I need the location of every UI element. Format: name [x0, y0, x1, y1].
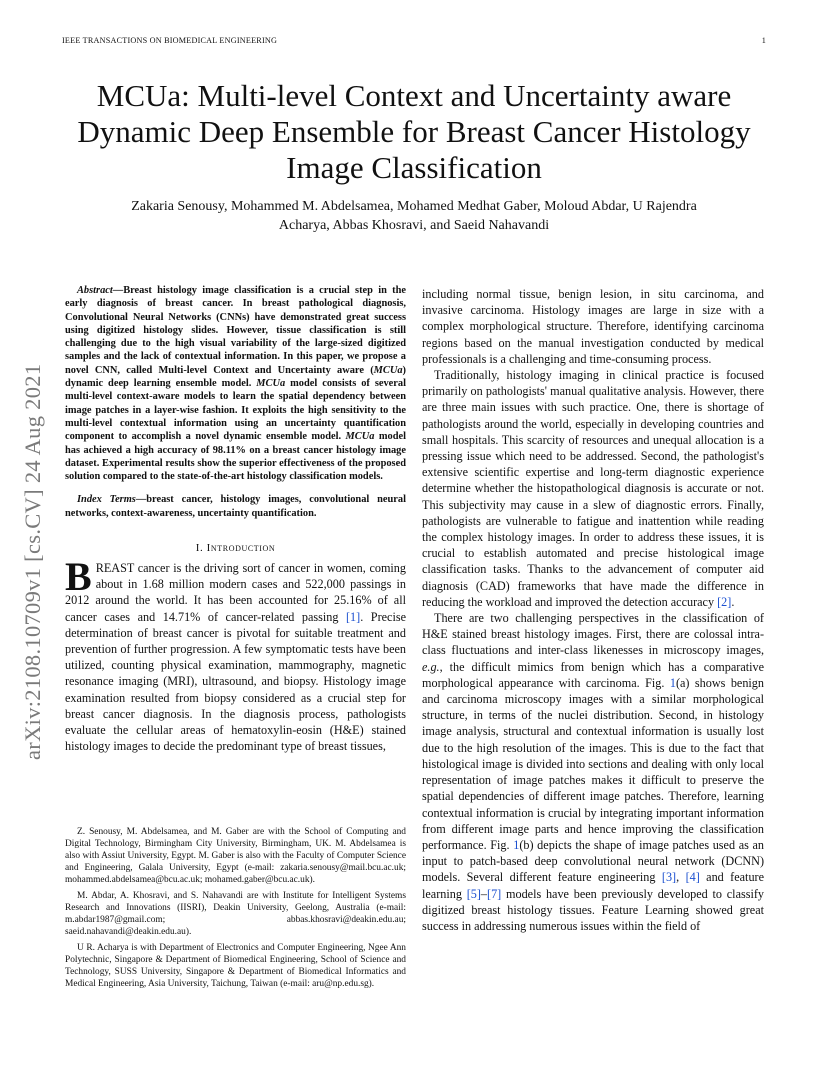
citation-3[interactable]: [3] [661, 870, 677, 885]
right-paragraph-2 [422, 367, 764, 610]
abstract-model-name-3: MCUa [345, 431, 375, 443]
abstract-text-2: ) dynamic deep learning ensemble model. [65, 364, 406, 390]
footnote-3: U R. Acharya is with Department of Electronics and Computer Engineering, Ngee Ann Polytechnic, Singapore & Department of Biomedical Engineering, School of Science and Technology, SUSS University, Singapore & Department of Biomedical Informatics and Medical Engineering, Asia University, Taichung, Taiwan (e-mail: aru@np.edu.sg). [65, 943, 406, 989]
index-terms-lead: Index Terms [77, 494, 136, 506]
author-list [62, 197, 766, 235]
right-paragraph-1: including normal tissue, benign lesion, in situ carcinoma, and invasive carcinoma. Histology images are large in size with a complex morphological structure. Therefore, identifying carcinoma regions based on the manual investigation conducted by medical professionals is a challenging and time-consuming process. [422, 287, 764, 366]
figure-ref-1a[interactable]: 1 [669, 675, 676, 690]
right-text-3f: and feature learning [422, 870, 765, 901]
right-column [422, 286, 764, 934]
index-terms-text: —breast cancer, histology images, convolutional neural networks, context-awareness, uncertainty quantification. [65, 494, 406, 519]
abstract-model-name-1: MCUa [373, 364, 403, 376]
abstract [65, 284, 406, 483]
eg-abbrev: e.g. [422, 659, 440, 674]
citation-2[interactable]: [2] [717, 594, 732, 609]
abstract-text-4: model has achieved a high accuracy of 98.11% on a breast cancer histology image dataset. Experimental results show the superior effectiveness of the proposed solution compared to the state-of-the-art histology classification models. [65, 431, 406, 483]
arxiv-identifier: arXiv:2108.10709v1 [cs.CV] 24 Aug 2021 [20, 363, 45, 760]
right-text-3b: , the difficult mimics from benign which has a comparative morphological appearance with carcinoma. Fig. [422, 659, 764, 690]
affiliation-footnotes [65, 826, 406, 994]
author-line-1: Zakaria Senousy, Mohammed M. Abdelsamea, Mohamed Medhat Gaber, Moloud Abdar, U Rajendra [131, 199, 697, 214]
intro-paragraph-1 [65, 554, 406, 754]
citation-1[interactable]: [1] [345, 609, 361, 624]
right-text-3a: There are two challenging perspectives in the classification of H&E stained breast histology images. First, there are colossal intra-class fluctuations and inter-class likenesses in microscopy images, [422, 611, 764, 658]
section-heading-introduction: I. Introduction [195, 542, 276, 555]
drop-cap: B [65, 554, 92, 600]
abstract-lead: Abstract [77, 285, 113, 296]
running-header [62, 36, 766, 45]
right-text-3h: models have been previously developed to classify digitized breast histology tissues. Feature Learning showed great success in addressing numerous issues within the field of [422, 886, 765, 933]
abstract-text-3: model consists of several multi-level context-aware models to learn the spatial dependency between image patches in a layer-wise fashion. It exploits the high sensitivity to the multi-level contextual information using an uncertainty quantification component to accomplish a novel dynamic ensemble model. [65, 378, 406, 443]
right-paragraph-3 [422, 610, 764, 934]
right-text-3c: (a) shows benign and carcinoma microscopy images with a similar morphological structure, in terms of the nuclei distribution. Second, in histology image analysis, structural and contextual information is usually lost due to the high resolution of the images. This is due to the fact that histological image is divided into sections and dealing with only local representation of image patches makes it difficult to preserve the spatial dependencies of different image patches. Therefore, learning contextual information is crucial by integrating important information from different image parts and hence improving the classification performance. Fig. [422, 675, 764, 852]
right-text-2a: Traditionally, histology imaging in clinical practice is focused primarily on pathologists' manual qualitative analysis. However, there are three main issues with such practice. One, there is shortage of pathologists around the world, especially in developing countries and small hospitals. This scarcity of resources and unequal allocation is a pressing issue which need to be addressed. Second, the pathologist's extensive scientific expertise and long-term diagnostic experience determine whether the histopathological diagnosis is accurate or not. This subjectivity may cause in a slew of diagnostic errors. Finally, pathologists are vulnerable to fatigue and inattention while reading the complex histology images. In order to address these issues, it is crucial to establish automated and precise histological image classification tasks. Thanks to the advancement of computer aid diagnosis (CAD) frameworks that have made the difference in reducing the workload and improved the detection accuracy [422, 368, 764, 609]
citation-5[interactable]: [5] [466, 886, 481, 901]
author-line-2: Acharya, Abbas Khosravi, and Saeid Nahavandi [278, 218, 550, 233]
intro-text-1b: . Precise determination of breast cancer is pivotal for suitable treatment and prevention of further progression. A few symptomatic tests have been utilized, counting physical examination, mammography, magnetic resonance imaging (MRI), ultrasound, and biopsy. Histology image examination resulted from biopsy considered as a crucial step for breast cancer diagnosis. In the diagnosis process, pathologists evaluate the cellular areas of hematoxylin-eosin (H&E) stained histology images to decide the predominant type of breast tissues, [65, 609, 406, 754]
abstract-text-1: —Breast histology image classification is a crucial step in the early diagnosis of breast cancer. In breast pathological diagnosis, Convolutional Neural Networks (CNNs) have demonstrated great success using digitized histology slides. However, tissue classification is still challenging due to the high visual variability of the large-sized digitized samples and the lack of contextual information. In this paper, we propose a novel CNN, called Multi-level Context and Uncertainty aware ( [65, 285, 406, 376]
citation-7[interactable]: [7] [487, 886, 502, 901]
index-terms [65, 493, 406, 520]
figure-ref-1b[interactable]: 1 [513, 837, 520, 852]
footnote-2: M. Abdar, A. Khosravi, and S. Nahavandi are with Institute for Intelligent Systems Research and Innovations (IISRI), Deakin University, Geelong, Australia (e-mail: m.abdar1987@gmail.com; abbas.khosravi@deakin.edu.au; saeid.nahavandi@deakin.edu.au). [65, 891, 406, 937]
left-column [65, 284, 406, 754]
citation-4[interactable]: [4] [685, 870, 700, 885]
page-number: 1 [761, 36, 766, 45]
range-dash: – [480, 886, 488, 901]
journal-name: IEEE TRANSACTIONS ON BIOMEDICAL ENGINEERING [62, 36, 278, 45]
right-text-3e: , [676, 870, 686, 885]
paper-title: MCUa: Multi-level Context and Uncertainty aware Dynamic Deep Ensemble for Breast Cancer Histology Image Classification [77, 78, 751, 185]
abstract-model-name-2: MCUa [256, 378, 286, 390]
intro-text-1a: REAST cancer is the driving sort of cancer in women, coming about in 1.68 million modern cases and 522,000 passings in 2012 around the world. It has been accounted for 25.16% of all cancer cases and 14.71% of cancer-related passing [65, 561, 406, 624]
right-text-3d: (b) depicts the shape of image patches used as an input to patch-based deep convolutional neural network (DCNN) models. Several different feature engineering [422, 837, 764, 885]
footnote-1: Z. Senousy, M. Abdelsamea, and M. Gaber are with the School of Computing and Digital Technology, Birmingham City University, Birmingham, UK. M. Abdelsamea is also with Assiut University, Egypt. M. Gaber is also with the Faculty of Computer Science and Engineering, Galala University, Egypt (e-mail: zakaria.senousy@mail.bcu.ac.uk; mohammed.abdelsamea@bcu.ac.uk; mohamed.gaber@bcu.ac.uk). [65, 827, 406, 885]
right-text-2b: . [731, 594, 735, 609]
